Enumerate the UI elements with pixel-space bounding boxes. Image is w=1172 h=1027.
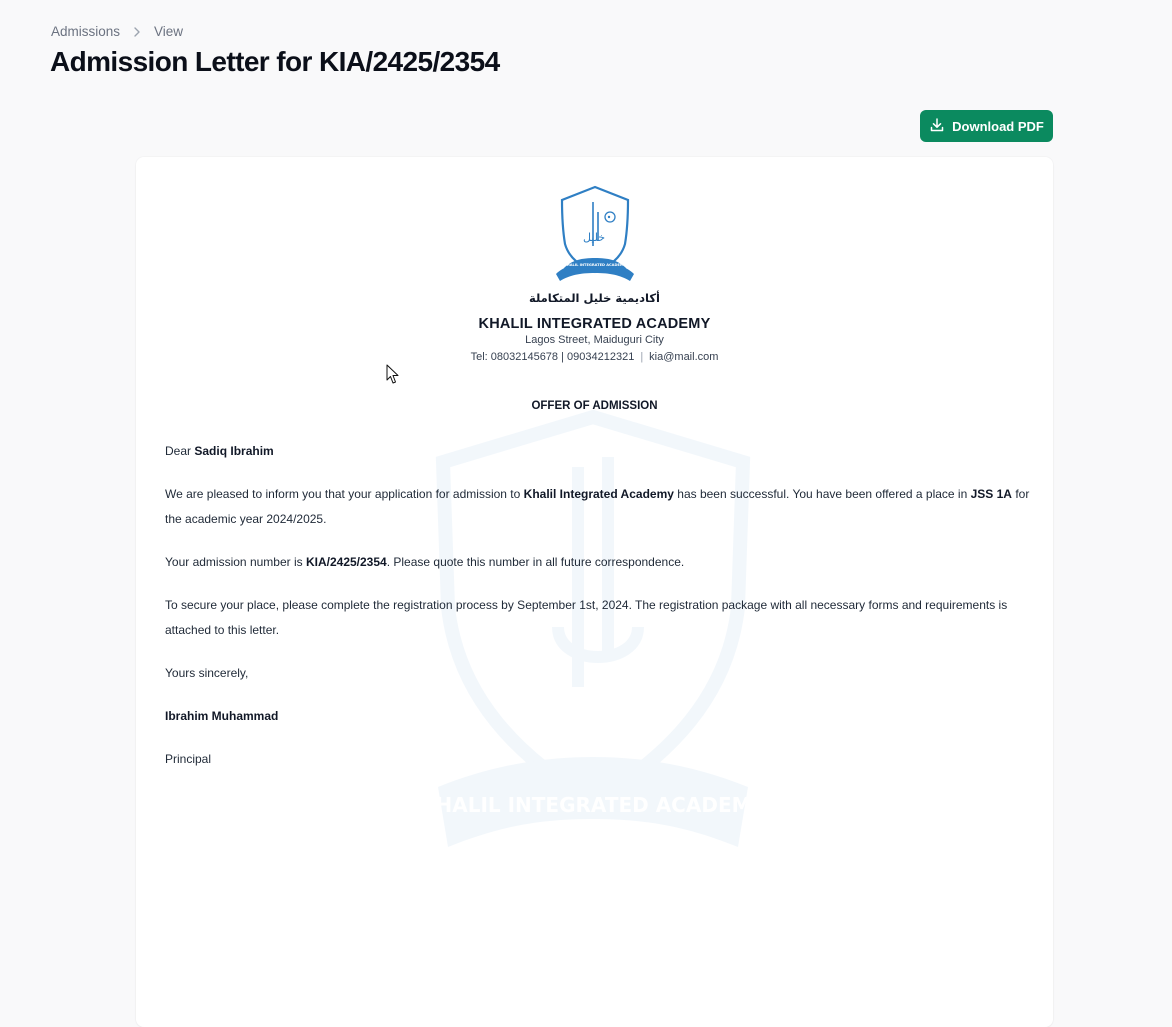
page-title: Admission Letter for KIA/2425/2354	[50, 46, 500, 77]
school-contact	[136, 351, 1053, 363]
chevron-right-icon	[130, 25, 144, 39]
paragraph-offer	[165, 482, 1035, 532]
download-pdf-label: Download PDF	[952, 118, 1044, 134]
school-logo	[554, 184, 636, 284]
paragraph-registration: To secure your place, please complete the registration process by September 1st, 2024. The registration package with all necessary forms and requirements is attached to this letter.	[165, 598, 1008, 637]
crest-arabic-script: خليل	[582, 231, 606, 244]
school-email: kia@mail.com	[649, 351, 719, 363]
signatory-name	[165, 704, 1035, 729]
breadcrumb	[51, 24, 183, 39]
admission-number-text-b: . Please quote this number in all future correspondence.	[386, 555, 685, 569]
logo-banner-text: KHALIL INTEGRATED ACADEMY	[563, 263, 627, 267]
signatory-title: Principal	[165, 752, 212, 766]
school-address: Lagos Street, Maiduguri City	[525, 334, 664, 346]
paragraph-offer-text-a: We are pleased to inform you that your application for admission to	[165, 487, 521, 501]
letter-body	[165, 439, 1035, 790]
paragraph-offer-text-c: for the academic year 2024/2025.	[165, 487, 1030, 526]
class-name: JSS 1A	[970, 487, 1012, 501]
salutation	[165, 439, 1035, 464]
download-icon	[929, 117, 945, 136]
watermark-banner-text: KHALIL INTEGRATED ACADEMY	[420, 793, 766, 817]
contact-divider: |	[640, 351, 644, 363]
mouse-pointer-icon	[386, 364, 400, 385]
offer-heading: OFFER OF ADMISSION	[531, 400, 658, 412]
school-arabic-name: أكاديمية خليل المتكاملة	[529, 291, 660, 305]
paragraph-offer-text-b: has been successful. You have been offered a place in	[677, 487, 968, 501]
closing: Yours sincerely,	[165, 666, 249, 680]
paragraph-admission-number	[165, 550, 1035, 575]
signatory-name-text: Ibrahim Muhammad	[165, 709, 279, 723]
admission-number: KIA/2425/2354	[305, 555, 387, 569]
download-pdf-button[interactable]	[920, 110, 1053, 142]
admission-letter	[136, 157, 1053, 1027]
breadcrumb-admissions-link[interactable]: Admissions	[51, 24, 121, 39]
breadcrumb-current: View	[154, 24, 184, 39]
school-name-inline: Khalil Integrated Academy	[523, 487, 674, 501]
salutation-word: Dear	[165, 444, 192, 458]
recipient-name: Sadiq Ibrahim	[194, 444, 274, 458]
school-name: KHALIL INTEGRATED ACADEMY	[478, 316, 711, 332]
admission-number-text-a: Your admission number is	[165, 555, 303, 569]
school-phones: Tel: 08032145678 | 09034212321	[470, 351, 635, 363]
